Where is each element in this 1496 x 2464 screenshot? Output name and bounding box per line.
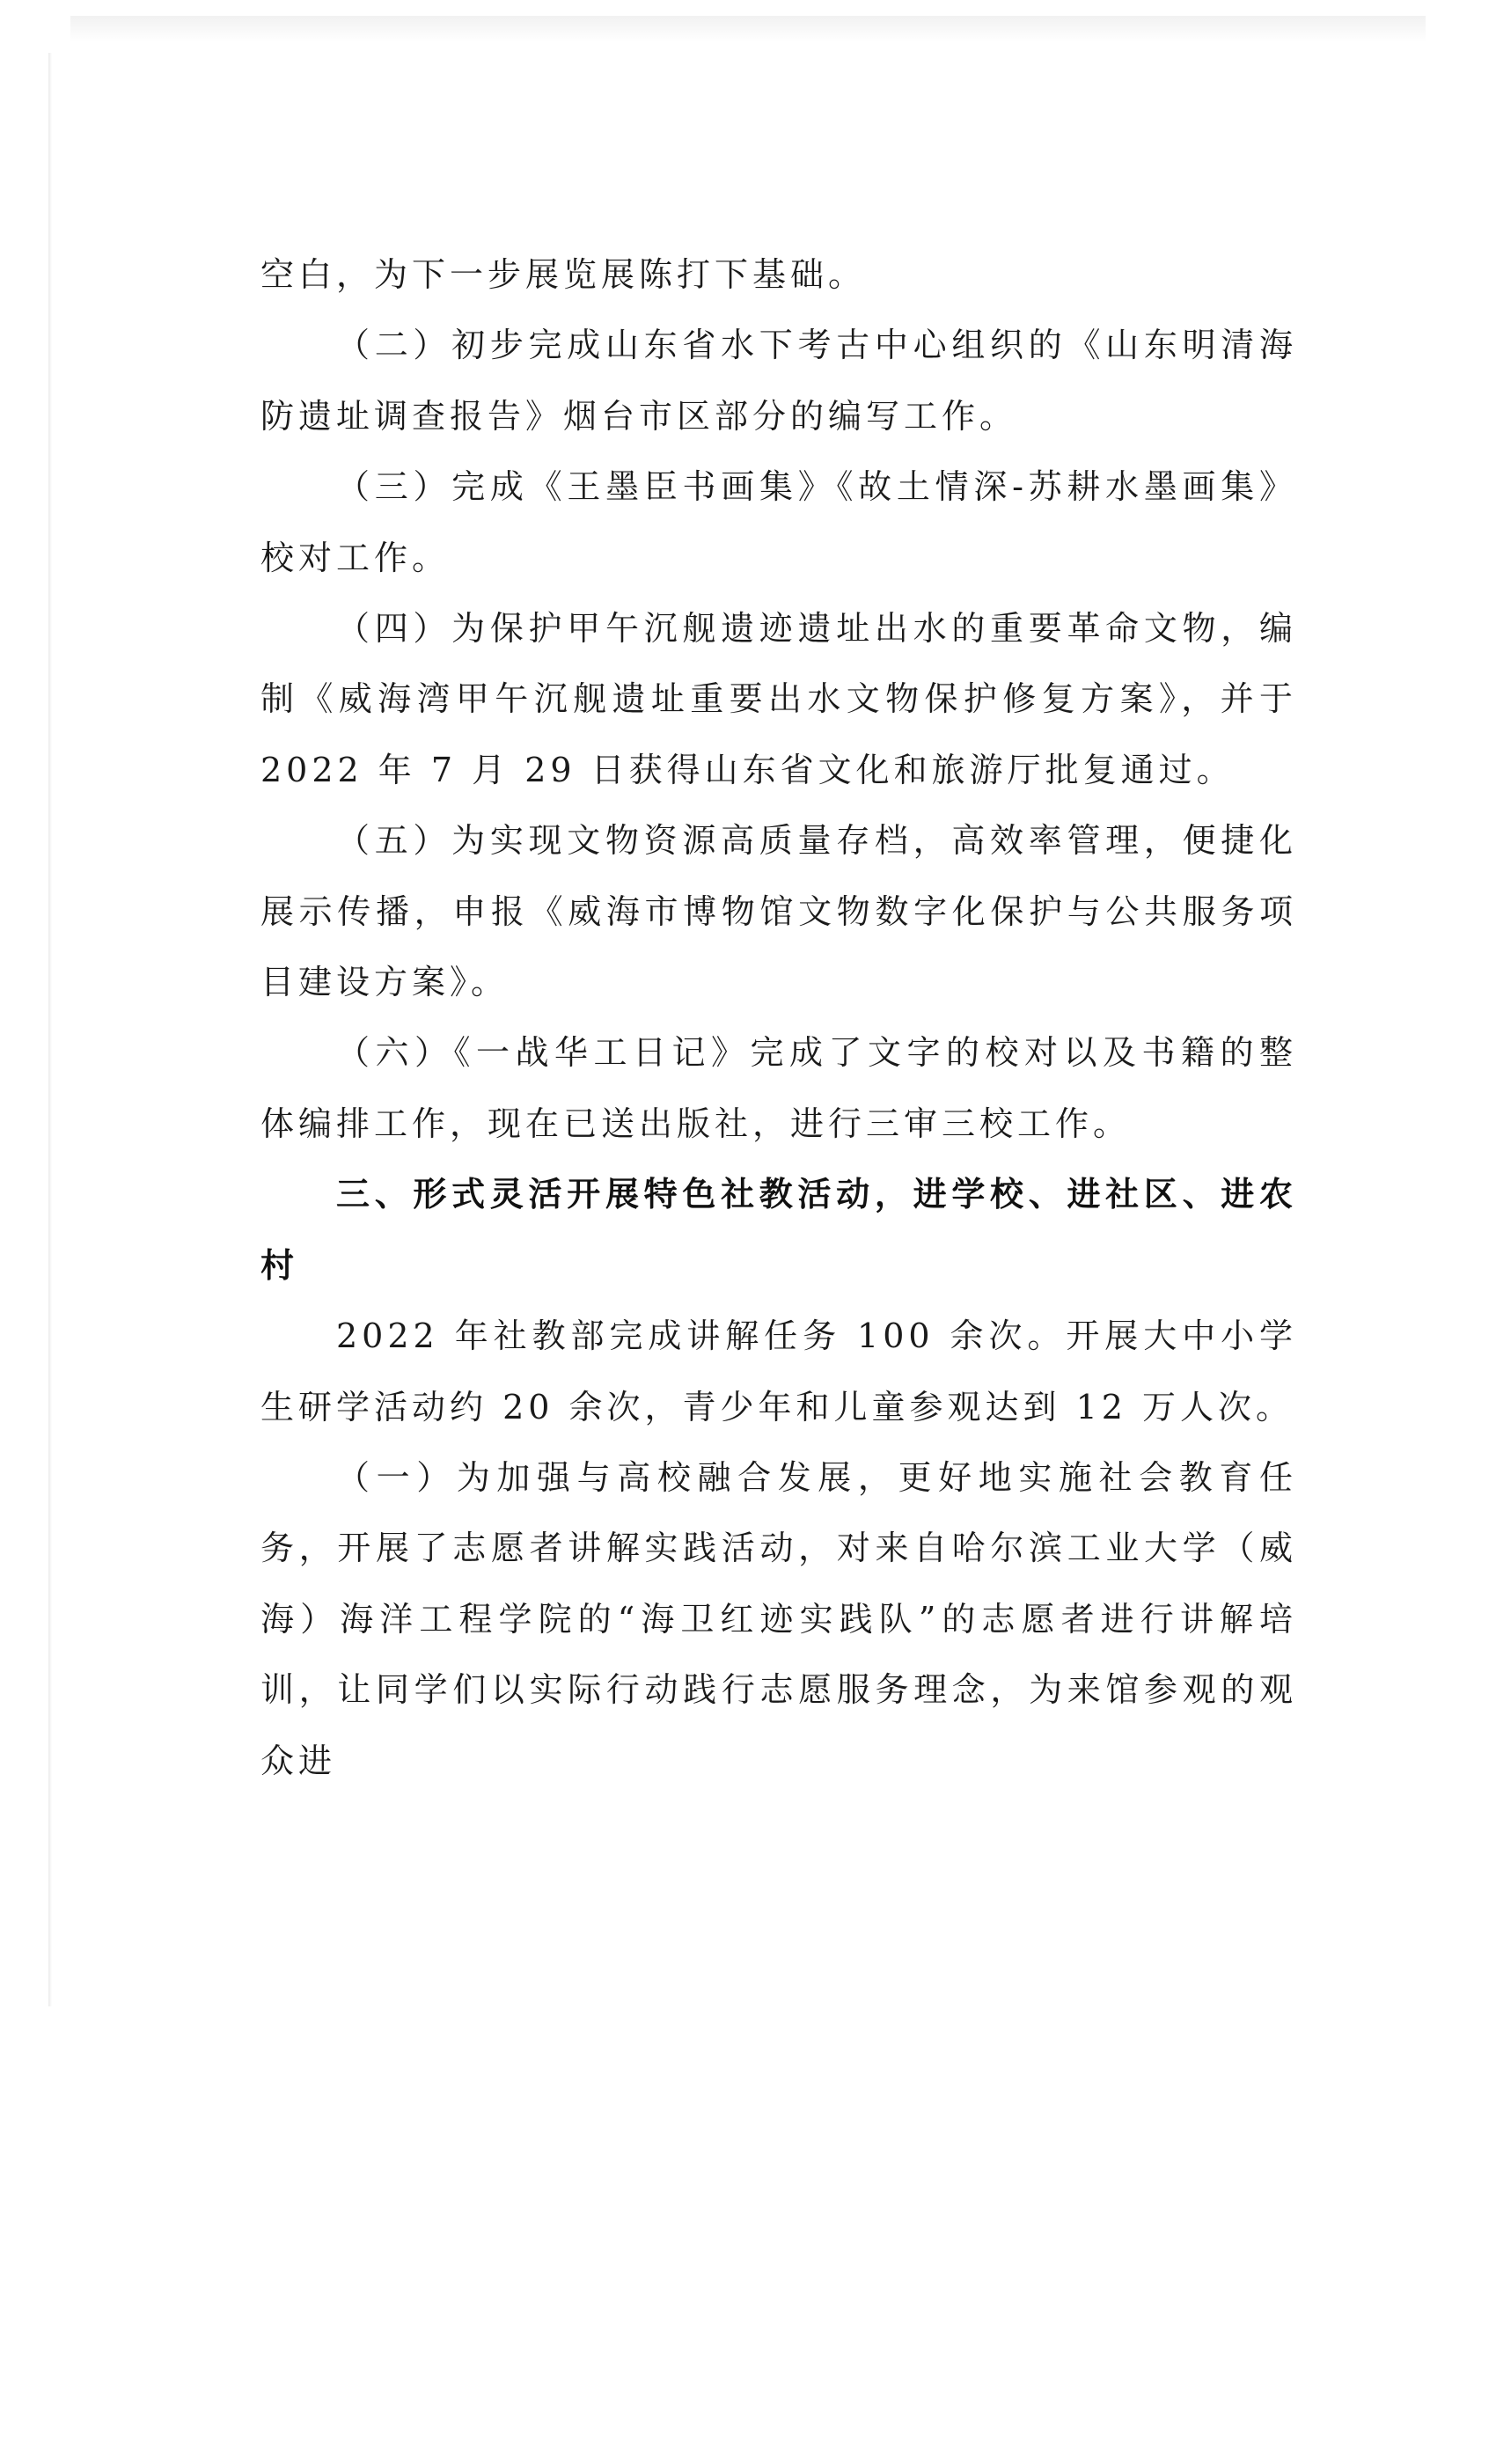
paragraph-continuation: 空白，为下一步展览展陈打下基础。 <box>260 255 867 294</box>
section-item-1: （一）为加强与高校融合发展，更好地实施社会教育任务，开展了志愿者讲解实践活动，对来自哈尔滨工业大学（威海）海洋工程学院的“海卫红迹实践队”的志愿者进行讲解培训，让同学们以实际行动践行志愿服务理念，为来馆参观的观众进 <box>260 1457 1297 1780</box>
paragraph-item-5: （五）为实现文物资源高质量存档，高效率管理，便捷化展示传播，申报《威海市博物馆文物数字化保护与公共服务项目建设方案》。 <box>260 821 1297 1002</box>
section-heading: 三、形式灵活开展特色社教活动，进学校、进社区、进农村 <box>260 1175 1297 1285</box>
scan-shadow-left <box>48 53 52 2006</box>
paragraph-item-4: （四）为保护甲午沉舰遗迹遗址出水的重要革命文物，编制《威海湾甲午沉舰遗址重要出水文物保护修复方案》，并于2022 年 7 月 29 日获得山东省文化和旅游厅批复通过。 <box>260 609 1297 789</box>
paragraph-item-2: （二）初步完成山东省水下考古中心组织的《山东明清海防遗址调查报告》烟台市区部分的编写工作。 <box>260 326 1297 436</box>
paragraph-item-3: （三）完成《王墨臣书画集》《故土情深-苏耕水墨画集》校对工作。 <box>260 467 1297 577</box>
scan-shadow-top <box>70 16 1426 42</box>
document-body <box>260 239 1297 1796</box>
paragraph-item-6: （六）《一战华工日记》完成了文字的校对以及书籍的整体编排工作，现在已送出版社，进行三审三校工作。 <box>260 1033 1297 1143</box>
section-summary-paragraph: 2022 年社教部完成讲解任务 100 余次。开展大中小学生研学活动约 20 余次，青少年和儿童参观达到 12 万人次。 <box>260 1316 1297 1426</box>
